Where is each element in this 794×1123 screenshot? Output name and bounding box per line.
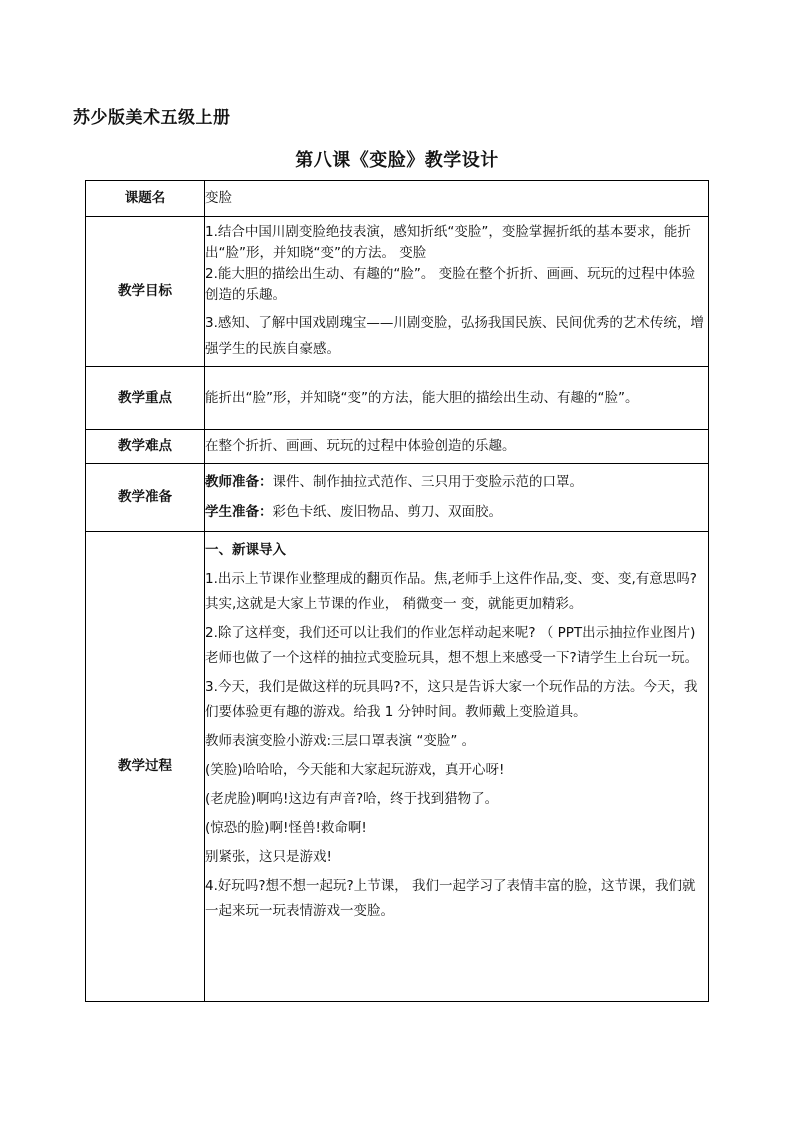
value-process xyxy=(205,532,709,1002)
process-line: 1.出示上节课作业整理成的翻页作品。焦,老师手上这件作品,变、变、变,有意思吗? 其实,这就是大家上节课的作业， 稍微变一 变，就能更加精彩。 xyxy=(205,571,697,612)
row-difficulties xyxy=(86,430,709,464)
value-key-points: 能折出“脸”形，并知晓“变”的方法，能大胆的描绘出生动、有趣的“脸”。 xyxy=(205,367,709,430)
process-line: 4.好玩吗?想不想一起玩?上节课， 我们一起学习了表情丰富的脸，这节课，我们就一起来玩一玩表情游戏一变脸。 xyxy=(205,878,696,919)
label-process: 教学过程 xyxy=(86,532,205,1002)
goal-line: 2.能大胆的描绘出生动、有趣的“脸”。 变脸在整个折折、画画、玩玩的过程中体验创造的乐趣。 xyxy=(205,265,696,303)
row-topic xyxy=(86,181,709,217)
label-key-points: 教学重点 xyxy=(86,367,205,430)
value-goals xyxy=(205,217,709,367)
process-line: 别紧张，这只是游戏! xyxy=(205,849,332,865)
lesson-plan-table xyxy=(85,180,709,1002)
process-line: (老虎脸)啊呜!这边有声音?哈，终于找到猎物了。 xyxy=(205,791,499,807)
process-section-heading: 一、新课导入 xyxy=(205,542,286,558)
label-preparation: 教学准备 xyxy=(86,464,205,532)
book-title: 苏少版美术五级上册 xyxy=(73,108,231,128)
value-preparation xyxy=(205,464,709,532)
teacher-prep-value: 课件、制作抽拉式范作、三只用于变脸示范的口罩。 xyxy=(272,474,583,490)
process-line: 教师表演变脸小游戏:三层口罩表演 “变脸” 。 xyxy=(205,733,476,749)
student-prep xyxy=(205,502,708,523)
process-line: (笑脸)哈哈哈，今天能和大家起玩游戏，真开心呀! xyxy=(205,762,505,778)
process-line: 2.除了这样变，我们还可以让我们的作业怎样动起来呢? （ PPT出示抽拉作业图片)老师也做了一个这样的抽拉式变脸玩具，想不想上来感受一下?请学生上台玩一玩。 xyxy=(205,625,699,666)
process-line: 3.今天，我们是做这样的玩具吗?不，这只是告诉大家一个玩作品的方法。今天，我们要体验更有趣的游戏。给我 1 分钟时间。教师戴上变脸道具。 xyxy=(205,679,698,720)
label-goals: 教学目标 xyxy=(86,217,205,367)
teacher-prep xyxy=(205,472,708,493)
row-goals xyxy=(86,217,709,367)
row-process xyxy=(86,532,709,1002)
goal-line: 1.结合中国川剧变脸绝技表演，感知折纸“变脸”，变脸掌握折纸的基本要求，能折出“脸”形，并知晓“变”的方法。 变脸 xyxy=(205,223,691,261)
student-prep-label: 学生准备： xyxy=(205,504,273,520)
value-topic: 变脸 xyxy=(205,181,709,217)
goal-line: 3.感知、了解中国戏剧瑰宝——川剧变脸，弘扬我国民族、民间优秀的艺术传统，增强学生的民族自豪感。 xyxy=(205,314,704,357)
label-topic: 课题名 xyxy=(86,181,205,217)
process-line: (惊恐的脸)啊!怪兽!救命啊! xyxy=(205,820,367,836)
label-difficulties: 教学难点 xyxy=(86,430,205,464)
teacher-prep-label: 教师准备： xyxy=(205,474,273,490)
row-preparation xyxy=(86,464,709,532)
value-difficulties: 在整个折折、画画、玩玩的过程中体验创造的乐趣。 xyxy=(205,430,709,464)
lesson-title: 第八课《变脸》教学设计 xyxy=(295,150,499,171)
student-prep-value: 彩色卡纸、废旧物品、剪刀、双面胶。 xyxy=(272,504,502,520)
row-key-points xyxy=(86,367,709,430)
